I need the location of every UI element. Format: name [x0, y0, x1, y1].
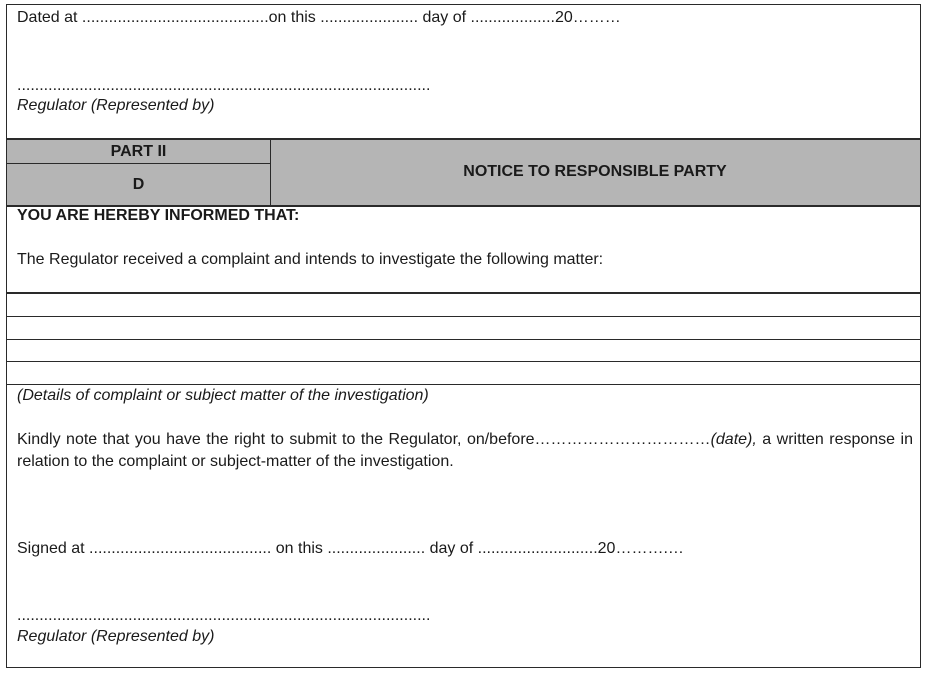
part-header	[7, 138, 920, 207]
notice-paragraph	[17, 429, 913, 473]
signed-at-line: Signed at ......................................... on this ...................... day of ...........................20……….…	[17, 540, 684, 557]
details-line-1	[7, 292, 920, 294]
regulator-represented-label: Regulator (Represented by)	[17, 97, 215, 114]
notice-form	[6, 4, 921, 668]
notice-text-before: Kindly note that you have the right to submit to the Regulator, on/before……………………………	[17, 431, 711, 448]
details-label: (Details of complaint or subject matter of the investigation)	[17, 387, 429, 404]
regulator-represented-label-2: Regulator (Represented by)	[17, 628, 215, 645]
part-label: PART II	[110, 143, 167, 160]
details-line-3	[7, 339, 920, 340]
details-line-5	[7, 384, 920, 385]
informed-heading: YOU ARE HEREBY INFORMED THAT:	[17, 207, 300, 224]
dated-at-line: Dated at ..........................................on this ...................... day of ...................20………	[17, 9, 621, 26]
details-line-2	[7, 316, 920, 317]
part-code: D	[132, 176, 145, 193]
notice-title: NOTICE TO RESPONSIBLE PARTY	[463, 163, 727, 180]
details-line-4	[7, 361, 920, 362]
regulator-signature-line: .............................................................................................	[17, 77, 431, 94]
notice-text-after: a written response in relation to the complaint or subject-matter of the investigation.	[17, 431, 914, 470]
header-divider-horizontal	[7, 163, 270, 164]
regulator-signature-line-2: .............................................................................................	[17, 607, 431, 624]
notice-date-label: (date),	[710, 431, 757, 448]
complaint-intro: The Regulator received a complaint and intends to investigate the following matter:	[17, 251, 604, 268]
